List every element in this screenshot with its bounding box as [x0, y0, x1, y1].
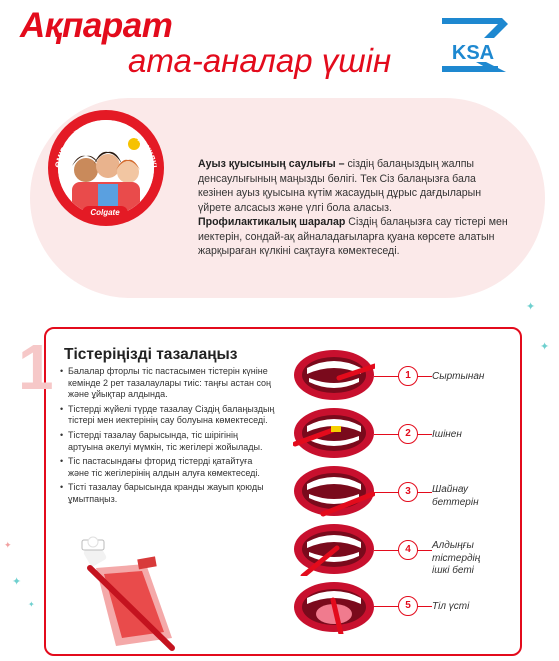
step-number-3: 3 [398, 482, 418, 502]
step-label-1: Сыртынан [432, 371, 485, 382]
star-decoration: ✦ [28, 600, 35, 609]
step-number-4: 4 [398, 540, 418, 560]
svg-text:ӨМІР БОЙЫ ЖАРҚЫРАҒАН КҮЛКІ [53, 121, 158, 168]
step-label-5: Тіл үсті [432, 601, 470, 612]
star-decoration: ✦ [4, 540, 12, 550]
mouth-illustration-inner [293, 406, 375, 460]
list-item: • Тіс пастасындағы фторид тістерді қатайтуға және тіс жегілерінің алдын алуға көмектеседі. [60, 456, 275, 479]
ksa-logo [436, 16, 510, 74]
step-number-5: 5 [398, 596, 418, 616]
mouth-illustration-chewing [293, 464, 375, 518]
toothbrush-paste-illustration [76, 528, 206, 652]
badge-arc-label: ӨМІР БОЙЫ ЖАРҚЫРАҒАН КҮЛКІ [53, 120, 159, 169]
star-decoration: ✦ [540, 341, 550, 353]
intro-text [198, 157, 508, 259]
step-number-1: 1 [398, 366, 418, 386]
list-item: • Тісті тазалау барысында кранды жауып қоюды ұмытпаңыз. [60, 482, 275, 505]
step-number-2: 2 [398, 424, 418, 444]
page-subtitle: ата-аналар үшін [128, 42, 392, 79]
intro-paragraph-2: Профилактикалық шаралар Сіздің балаңызға сау тістері мен иектерін, сондай-ақ айналадағыларға қуана көрсете алатын жарқыраған күлкіні сақтауға көмектеседі. [198, 216, 508, 257]
brushing-tips-list [60, 366, 275, 509]
section-title: Тістеріңізді тазалаңыз [64, 346, 238, 363]
page-title: Ақпарат [20, 6, 173, 45]
mouth-illustration-tongue [293, 580, 375, 634]
star-decoration: ✦ [526, 301, 536, 313]
star-decoration: ✦ [12, 576, 22, 588]
list-item: • Тістерді жүйелі түрде тазалау Сіздің балаңыздың тістері мен иектерінің сау болуына көмектеседі. [60, 404, 275, 427]
step-label-2: Ішінен [432, 429, 462, 440]
step-label-4: Алдыңғы тістердің ішкі беті [432, 540, 481, 576]
list-item: • Тістерді тазалау барысында, тіс шірігінің артуына әкелуі мүмкін, тіс жегілері жойылады. [60, 430, 275, 453]
mouth-illustration-front-inner [293, 522, 375, 576]
mouth-illustration-outer [293, 348, 375, 402]
list-item: • Балалар фторлы тіс пастасымен тістерін күніне кемінде 2 рет тазалаулары тиіс: таңғы астан соң және ұйықтар алдында. [60, 366, 275, 401]
colgate-logo: Colgate [82, 206, 128, 220]
ksa-logo-text: KSA [451, 42, 495, 64]
step-label-3: Шайнау беттерін [432, 484, 479, 508]
section-number: 1 [18, 331, 54, 403]
intro-paragraph-1: Ауыз қуысының саулығы – сіздің балаңыздың жалпы денсаулығының маңызды бөлігі. Тек Сіз балаңызға бала кезінен ауыз қуысына күтім жасаудың дұрыс дағдыларын үйрете алсасыз және үлгі бола аласыз. [198, 158, 482, 214]
